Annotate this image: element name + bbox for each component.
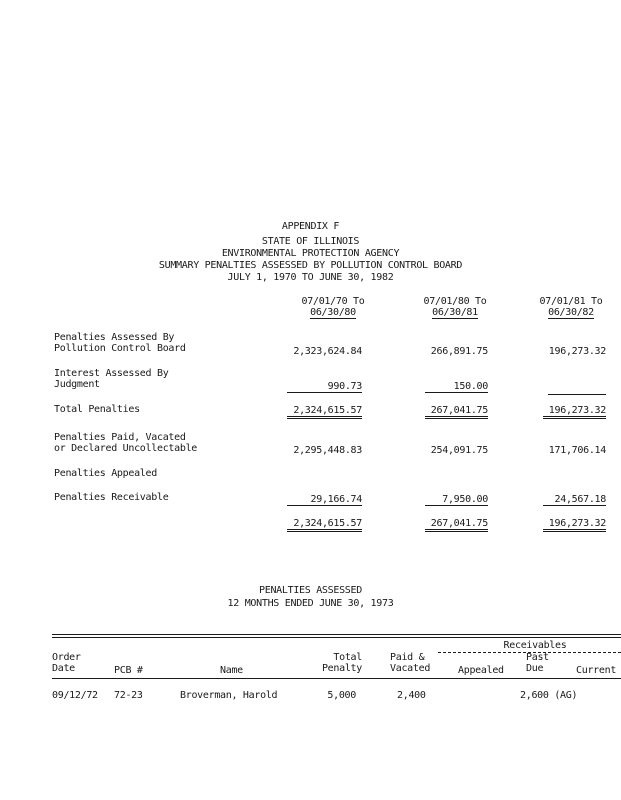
interest-value-1: 990.73: [287, 381, 362, 393]
row-label-receivable: Penalties Receivable: [54, 492, 169, 503]
header-order-date-line1: Order: [52, 652, 81, 663]
total-value-3: 196,273.32: [543, 405, 606, 419]
header-paid-line1: Paid &: [390, 652, 425, 663]
header-past-due-line2: Due: [526, 663, 544, 674]
row-label-interest: [54, 368, 168, 390]
header-order-date: [52, 652, 81, 674]
header-appealed: Appealed: [458, 665, 504, 676]
penalties-assessed-subtitle: 12 MONTHS ENDED JUNE 30, 1973: [227, 598, 394, 609]
total-value-2: 267,041.75: [425, 405, 488, 419]
row-label-assessed: [54, 332, 186, 354]
column-header-1-line2: 06/30/80: [310, 307, 356, 318]
row-label-appealed: Penalties Appealed: [54, 468, 157, 479]
paid-value-2: 254,091.75: [430, 445, 488, 456]
summary-heading: SUMMARY PENALTIES ASSESSED BY POLLUTION CONTROL BOARD: [158, 260, 463, 271]
column-header-1-line1: 07/01/70 To: [301, 296, 365, 307]
row-label-line1: Penalties Assessed By: [54, 332, 175, 343]
interest-value-2: 150.00: [425, 381, 488, 393]
header-total-line2: Penalty: [321, 663, 362, 674]
grand-total-value-1: 2,324,615.57: [287, 518, 362, 532]
assessed-value-3: 196,273.32: [548, 346, 606, 357]
paid-value-3: 171,706.14: [548, 445, 606, 456]
receivable-value-1: 29,166.74: [287, 494, 362, 506]
row-label-paid: [54, 432, 197, 454]
assessed-value-1: 2,323,624.84: [293, 346, 362, 357]
header-past-due-line1: Past: [526, 652, 549, 663]
header-current: Current: [576, 665, 617, 676]
header-name: Name: [220, 665, 243, 676]
grand-total-value-2: 267,041.75: [425, 518, 488, 532]
column-header-1: [300, 296, 366, 319]
column-header-3-line2: 06/30/82: [548, 307, 594, 318]
header-paid-line2: Vacated: [390, 663, 431, 674]
receivable-value-2: 7,950.00: [425, 494, 488, 506]
table-top-rule: [52, 634, 621, 635]
header-order-date-line2: Date: [52, 663, 75, 674]
row-label-line2: Judgment: [54, 379, 100, 390]
row-order-date: 09/12/72: [52, 690, 98, 701]
row-label-line2: Pollution Control Board: [54, 343, 186, 354]
header-paid-vacated: [390, 652, 430, 674]
row-total-penalty: 5,000: [327, 690, 356, 701]
assessed-value-2: 266,891.75: [430, 346, 488, 357]
state-heading: STATE OF ILLINOIS: [261, 236, 360, 247]
column-header-2: [420, 296, 490, 319]
row-label-line2: or Declared Uncollectable: [54, 443, 198, 454]
row-paid-vacated: 2,400: [397, 690, 426, 701]
receivables-group-header: Receivables: [503, 640, 567, 651]
header-total-penalty: [306, 652, 362, 674]
header-pcb: PCB #: [114, 665, 143, 676]
column-header-3-line1: 07/01/81 To: [539, 296, 603, 307]
penalties-assessed-title: PENALTIES ASSESSED: [259, 585, 362, 596]
receivable-value-3: 24,567.18: [543, 494, 606, 506]
table-top-rule-2: [52, 637, 621, 638]
header-bottom-rule: [52, 678, 621, 679]
total-value-1: 2,324,615.57: [287, 405, 362, 419]
period-heading: JULY 1, 1970 TO JUNE 30, 1982: [227, 272, 394, 283]
row-label-total-penalties: Total Penalties: [54, 404, 140, 415]
row-label-line1: Interest Assessed By: [54, 368, 169, 379]
agency-heading: ENVIRONMENTAL PROTECTION AGENCY: [221, 248, 400, 259]
grand-total-value-3: 196,273.32: [543, 518, 606, 532]
column-header-2-line2: 06/30/81: [432, 307, 478, 318]
paid-value-1: 2,295,448.83: [293, 445, 362, 456]
column-header-3: [536, 296, 606, 319]
row-past-due: 2,600 (AG): [520, 690, 578, 701]
row-label-line1: Penalties Paid, Vacated: [54, 432, 186, 443]
row-name: Broverman, Harold: [180, 690, 278, 701]
column-header-2-line1: 07/01/80 To: [423, 296, 487, 307]
header-past-due: [526, 652, 549, 674]
interest-value-3: [548, 381, 606, 395]
appendix-title: APPENDIX F: [281, 221, 340, 232]
header-total-line1: Total: [333, 652, 362, 663]
row-pcb: 72-23: [114, 690, 143, 701]
